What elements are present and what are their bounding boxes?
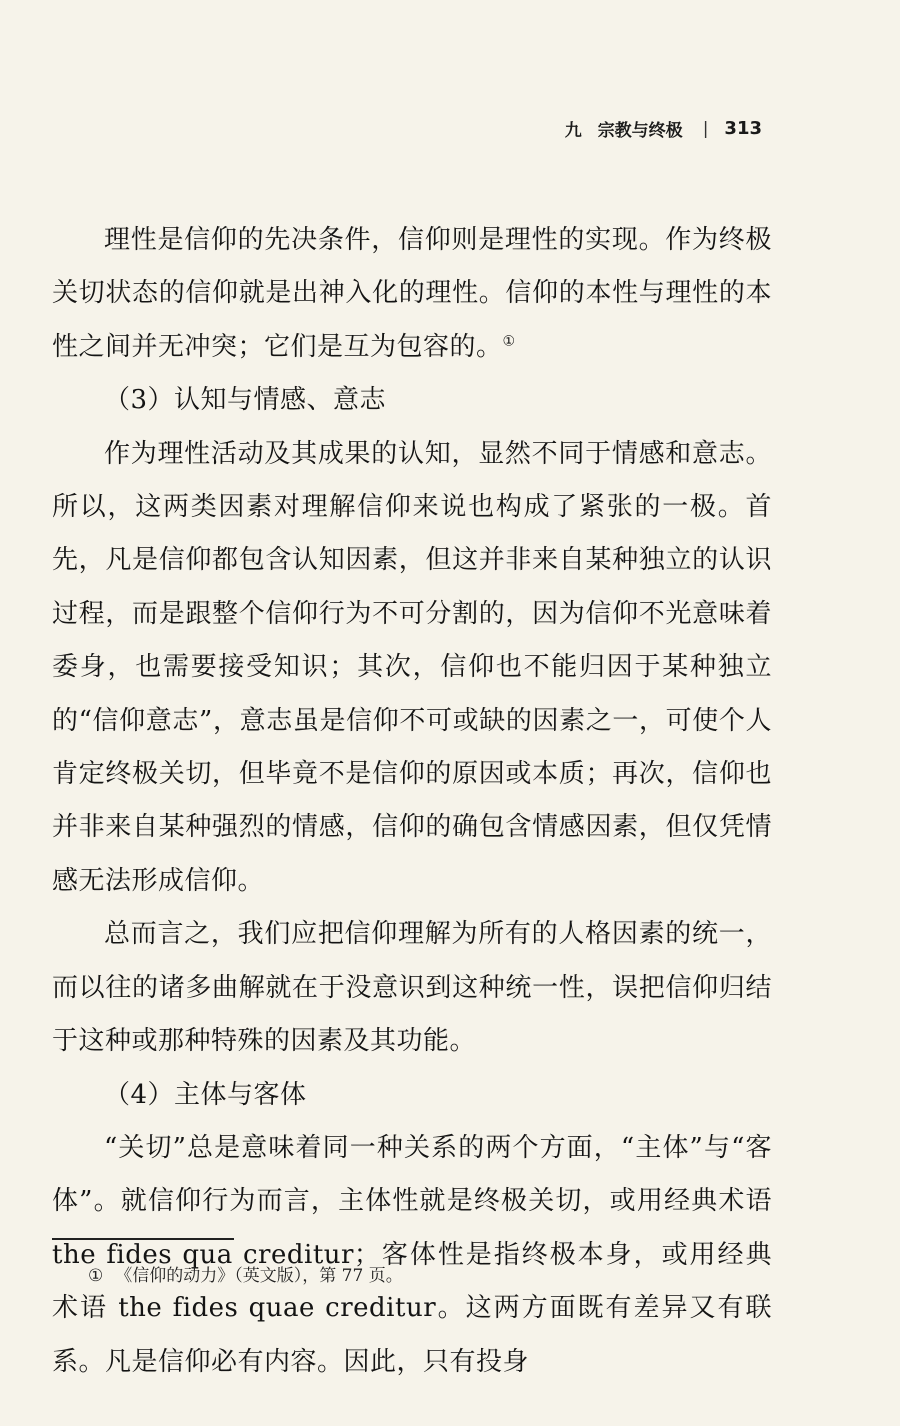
paragraph-subject-object: “关切”总是意味着同一种关系的两个方面，“主体”与“客体”。就信仰行为而言，主体性就是终极关切，或用经典术语 the fides qua creditur；客体性是指终极本身，或用经典术语 the fides quae creditur。这两方面既有差异又有联系。凡是信仰必有内容。因此，只有投身: [52, 1132, 772, 1377]
footnote-text: 《信仰的动力》（英文版），第 77 页。: [115, 1266, 403, 1286]
chapter-number: 九: [564, 121, 582, 141]
section-heading-4: （4）主体与客体: [104, 1079, 307, 1110]
footnote: [88, 1264, 403, 1288]
running-header: [0, 116, 762, 141]
paragraph-cognition: 作为理性活动及其成果的认知，显然不同于情感和意志。所以，这两类因素对理解信仰来说也构成了紧张的一极。首先，凡是信仰都包含认知因素，但这并非来自某种独立的认识过程，而是跟整个信仰行为不可分割的，因为信仰不光意味着委身，也需要接受知识；其次，信仰也不能归因于某种独立的“信仰意志”，意志虽是信仰不可或缺的因素之一，可使个人肯定终极关切，但毕竟不是信仰的原因或本质；再次，信仰也并非来自某种强烈的情感，信仰的确包含情感因素，但仅凭情感无法形成信仰。: [52, 438, 772, 896]
header-separator: |: [702, 118, 709, 139]
body-text: [52, 214, 772, 1389]
page-number: 313: [724, 118, 762, 139]
chapter-title: 宗教与终极: [597, 121, 683, 141]
paragraph-reason-faith: 理性是信仰的先决条件，信仰则是理性的实现。作为终极关切状态的信仰就是出神入化的理性。信仰的本性与理性的本性之间并无冲突；它们是互为包容的。①: [52, 225, 772, 362]
footnote-mark: ①: [88, 1266, 104, 1286]
paragraph-summary: 总而言之，我们应把信仰理解为所有的人格因素的统一，而以往的诸多曲解就在于没意识到这种统一性，误把信仰归结于这种或那种特殊的因素及其功能。: [52, 919, 772, 1057]
footnote-reference: ①: [502, 333, 516, 350]
section-heading-3: （3）认知与情感、意志: [104, 385, 387, 416]
footnote-divider: [52, 1238, 234, 1240]
